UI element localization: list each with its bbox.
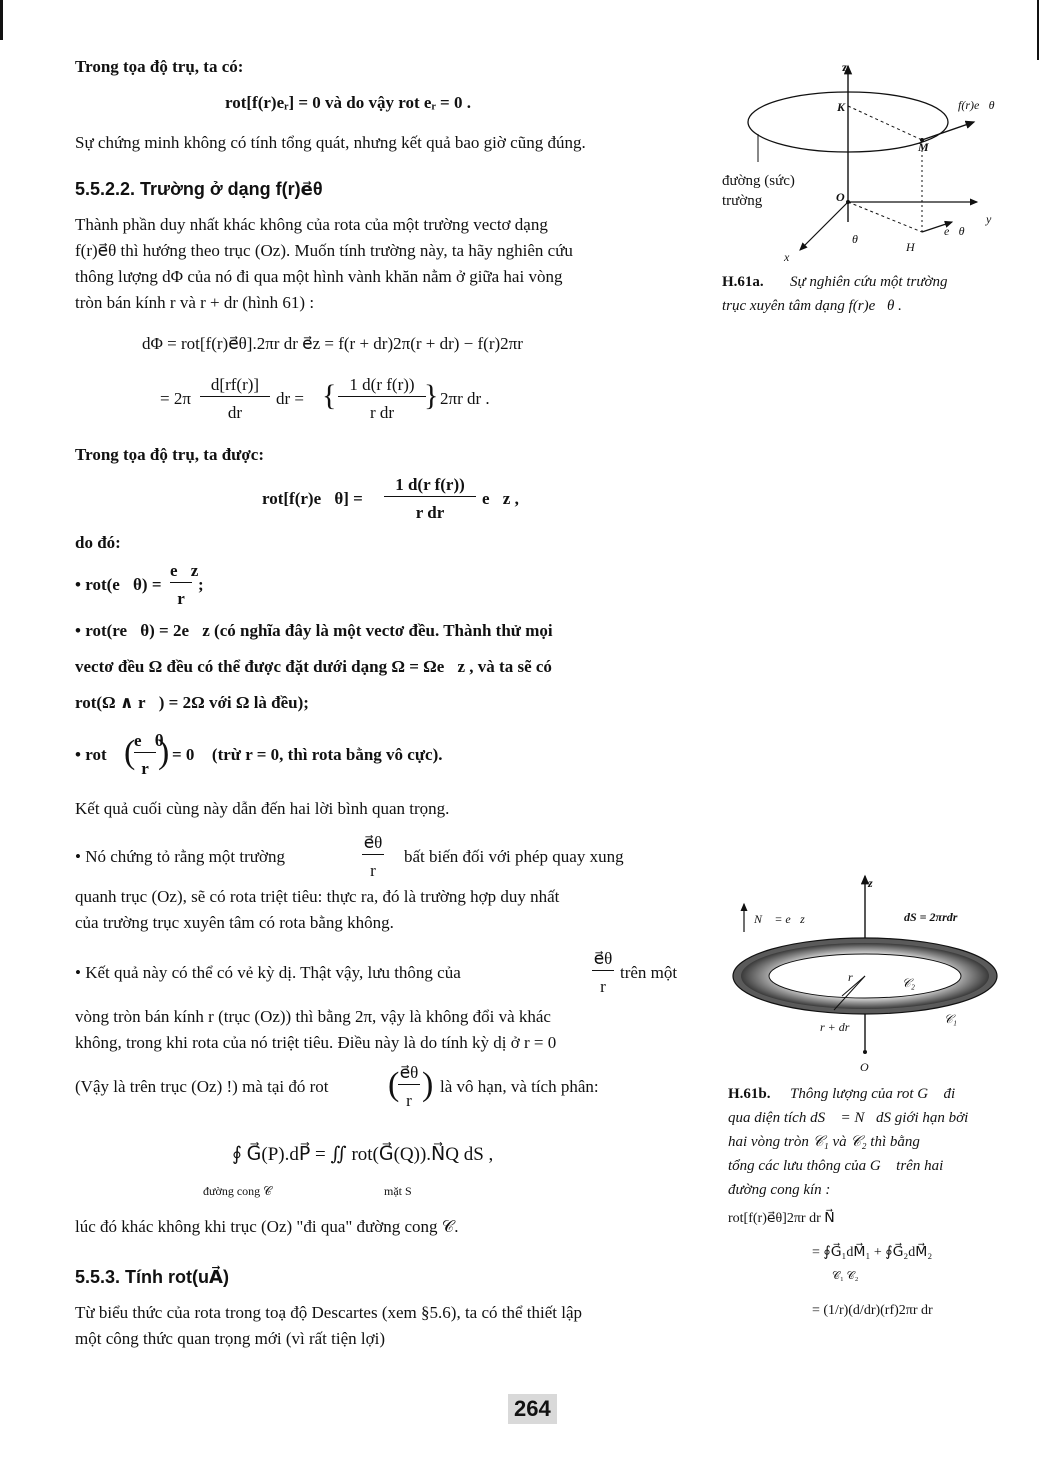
intro-remark: Sự chứng minh không có tính tổng quát, nhưng kết quả bao giờ cũng đúng.: [75, 133, 586, 152]
bullet2-line: vectơ đều Ω đều có thể được đặt dưới dạng Ω = Ωe⃗z , và ta sẽ có: [75, 657, 552, 676]
bullet2-line: rot(Ω ∧ r⃗) = 2Ω với Ω là đều);: [75, 693, 309, 712]
radius-km: [848, 106, 922, 140]
comment2-rot-num: e⃗θ: [398, 1062, 420, 1085]
fig-a-field-line: đường (sức): [722, 173, 795, 189]
comment2-b: trên một: [620, 963, 678, 982]
brace-left: {: [322, 379, 337, 412]
fig-a-field: f(r)e⃗θ: [958, 98, 995, 112]
para-line: Thành phần duy nhất khác không của rota của một trường vectơ dạng: [75, 215, 548, 234]
paren-left: (: [124, 734, 136, 771]
para-line: tròn bán kính r và r + dr (hình 61) :: [75, 293, 315, 312]
fig-b-c1: 𝒞₁: [944, 1012, 957, 1026]
fig-a-z: z: [842, 60, 848, 74]
fig-a-y: y: [986, 212, 992, 226]
comment1-line: quanh trục (Oz), sẽ có rota triệt tiêu: thực ra, đó là trường hợp duy nhất: [75, 887, 560, 906]
brace-right: }: [424, 379, 439, 412]
fig-a-caption-bold: H.61a.: [722, 274, 764, 290]
comment2-line4b: là vô hạn, và tích phân:: [440, 1077, 599, 1096]
fig-b-r: r: [848, 970, 853, 984]
fig-b-equation-3: = (1/r)(d/dr)(rf)2πr dr: [812, 1303, 933, 1318]
fig-a-caption: Sự nghiên cứu một trường: [790, 274, 948, 290]
bullet1-num: e⃗z: [170, 560, 192, 583]
section-5522-title: 5.5.2.2. Trường ở dạng f(r)e⃗θ: [75, 179, 323, 199]
rot-formula-lhs: rot[f(r)e⃗θ] =: [262, 489, 363, 508]
fig-b-caption-bold: H.61b.: [728, 1086, 771, 1102]
fig-b-equation-1: rot[f(r)e⃗θ]2πr dr N⃗: [728, 1211, 835, 1226]
figure-61a: [712, 52, 1032, 262]
fig-b-c2: 𝒞₂: [902, 976, 915, 990]
comment2-line: vòng tròn bán kính r (trục (Oz)) thì bằng 2π, vậy là không đổi và khác: [75, 1007, 551, 1026]
integral-label-curve: đường cong 𝒞: [203, 1184, 272, 1198]
bullet2-line: • rot(re⃗θ) = 2e⃗z (có nghĩa đây là một vectơ đều. Thành thử mọi: [75, 621, 553, 640]
fig-b-caption-line: hai vòng tròn 𝒞₁ và 𝒞₂ thì bằng: [728, 1134, 920, 1150]
comment1-den: r: [370, 861, 376, 880]
para-line: f(r)e⃗θ thì hướng theo trục (Oz). Muốn tính trường này, ta hãy nghiên cứu: [75, 241, 573, 260]
flux-eq2-b: dr =: [276, 389, 304, 408]
flux-eq2-num1: d[rf(r)]: [200, 374, 270, 397]
comment2-den: r: [600, 977, 606, 996]
page-edge-mark: [0, 0, 3, 40]
paren-right: ): [158, 734, 170, 771]
comment1-a: • Nó chứng tỏ rằng một trường: [75, 847, 285, 866]
fig-b-normal: N⃗ = e⃗z: [754, 912, 805, 926]
bullet3-num: e⃗θ: [134, 730, 156, 753]
bullet1-end: ;: [198, 575, 204, 594]
intro-heading: Trong tọa độ trụ, ta có:: [75, 57, 244, 76]
fig-a-m: M: [918, 140, 929, 154]
comment2-line4a: (Vậy là trên trục (Oz) !) mà tại đó rot: [75, 1077, 329, 1096]
flux-eq2-den1: dr: [227, 403, 243, 422]
fig-a-x: x: [784, 250, 790, 264]
fig-a-etheta: e⃗θ: [944, 224, 965, 238]
fig-a-o: O: [836, 190, 845, 204]
fig-b-z: z: [868, 876, 873, 890]
flux-eq2-a: = 2π: [160, 389, 191, 408]
fig-a-k: K: [837, 100, 846, 114]
rot-formula-num: 1 d(r f(r)): [384, 474, 476, 497]
rot-formula-rhs: e⃗z ,: [482, 489, 519, 508]
comment2-tail: lúc đó khác không khi trục (Oz) "đi qua" đường cong 𝒞.: [75, 1217, 459, 1236]
comment1-b: bất biến đối với phép quay xung: [404, 847, 624, 866]
integral-label-surface: mặt S: [384, 1184, 412, 1198]
section-553-line: một công thức quan trọng mới (vì rất tiện lợi): [75, 1329, 385, 1348]
fig-b-equation-2: = ∮G⃗₁dM⃗₁ + ∮G⃗₂dM⃗₂: [812, 1245, 933, 1260]
bullet3-pre: • rot: [75, 745, 107, 764]
paren-left: (: [388, 1066, 400, 1103]
section-553-title: 5.5.3. Tính rot(uA⃗): [75, 1267, 229, 1287]
flux-eq2-den2: r dr: [369, 403, 395, 422]
therefore-label: do đó:: [75, 533, 121, 552]
fig-b-rdr: r + dr: [820, 1020, 850, 1034]
intro-equation: rot[f(r)eᵣ] = 0 và do vậy rot eᵣ = 0 .: [225, 93, 471, 112]
x-axis: [800, 202, 848, 250]
para-line: thông lượng dΦ của nó đi qua một hình vành khăn nằm ở giữa hai vòng: [75, 267, 563, 286]
flux-equation-1: dΦ = rot[f(r)e⃗θ].2πr dr e⃗z = f(r + dr)2π(r + dr) − f(r)2πr: [142, 334, 523, 353]
comment2-line: không, trong khi rota của nó triệt tiêu. Điều này là do tính kỳ dị ở r = 0: [75, 1033, 557, 1052]
fig-a-theta: θ: [852, 232, 858, 246]
bullet1-lhs: • rot(e⃗θ) =: [75, 575, 162, 594]
cylindrical-heading: Trong tọa độ trụ, ta được:: [75, 445, 264, 464]
conclusion-line: Kết quả cuối cùng này dẫn đến hai lời bình quan trọng.: [75, 799, 450, 818]
flux-eq2-num2: 1 d(r f(r)): [338, 374, 426, 397]
fig-b-caption-line: qua diện tích dS⃗ = N⃗dS giới hạn bởi: [728, 1110, 969, 1126]
bullet1-den: r: [177, 589, 185, 608]
fig-b-caption-line: tổng các lưu thông của G⃗ trên hai: [728, 1158, 944, 1174]
comment2-a: • Kết quả này có thể có vẻ kỳ dị. Thật vậy, lưu thông của: [75, 963, 461, 982]
rot-formula-den: r dr: [415, 503, 445, 522]
page-number: 264: [508, 1394, 557, 1424]
fig-b-ds: dS = 2πrdr: [904, 910, 958, 924]
comment2-rot-den: r: [406, 1091, 412, 1110]
section-553-line: Từ biểu thức của rota trong toạ độ Descartes (xem §5.6), ta có thể thiết lập: [75, 1303, 583, 1322]
bullet3-den: r: [141, 759, 149, 778]
bullet3-post: = 0⃗ (trừ r = 0, thì rota bằng vô cực).: [172, 745, 443, 764]
page-edge-mark-right: [1037, 0, 1039, 60]
fig-b-caption-line: đường cong kín :: [728, 1182, 831, 1198]
flux-eq2-c: 2πr dr .: [440, 389, 490, 408]
figure-61b: [722, 870, 1022, 1070]
paren-right: ): [422, 1066, 434, 1103]
fig-a-h: H: [906, 240, 915, 254]
radius-oh: [848, 202, 922, 232]
comment1-line: của trường trục xuyên tâm có rota bằng không.: [75, 913, 394, 932]
comment1-num: e⃗θ: [362, 832, 384, 855]
integral-equation: ∮ G⃗(P).dP⃗ = ∬ rot(G⃗(Q)).N⃗Q dS ,: [232, 1144, 494, 1165]
fig-b-o: O: [860, 1060, 869, 1074]
fig-b-caption-line: Thông lượng của rot G⃗ đi: [790, 1086, 956, 1102]
fig-a-caption: trục xuyên tâm dạng f(r)e⃗θ .: [722, 298, 902, 314]
fig-a-field-line2: trường: [722, 193, 763, 209]
comment2-num: e⃗θ: [592, 948, 614, 971]
fig-b-equation-2-sub: 𝒞₁ 𝒞₂: [832, 1270, 859, 1282]
